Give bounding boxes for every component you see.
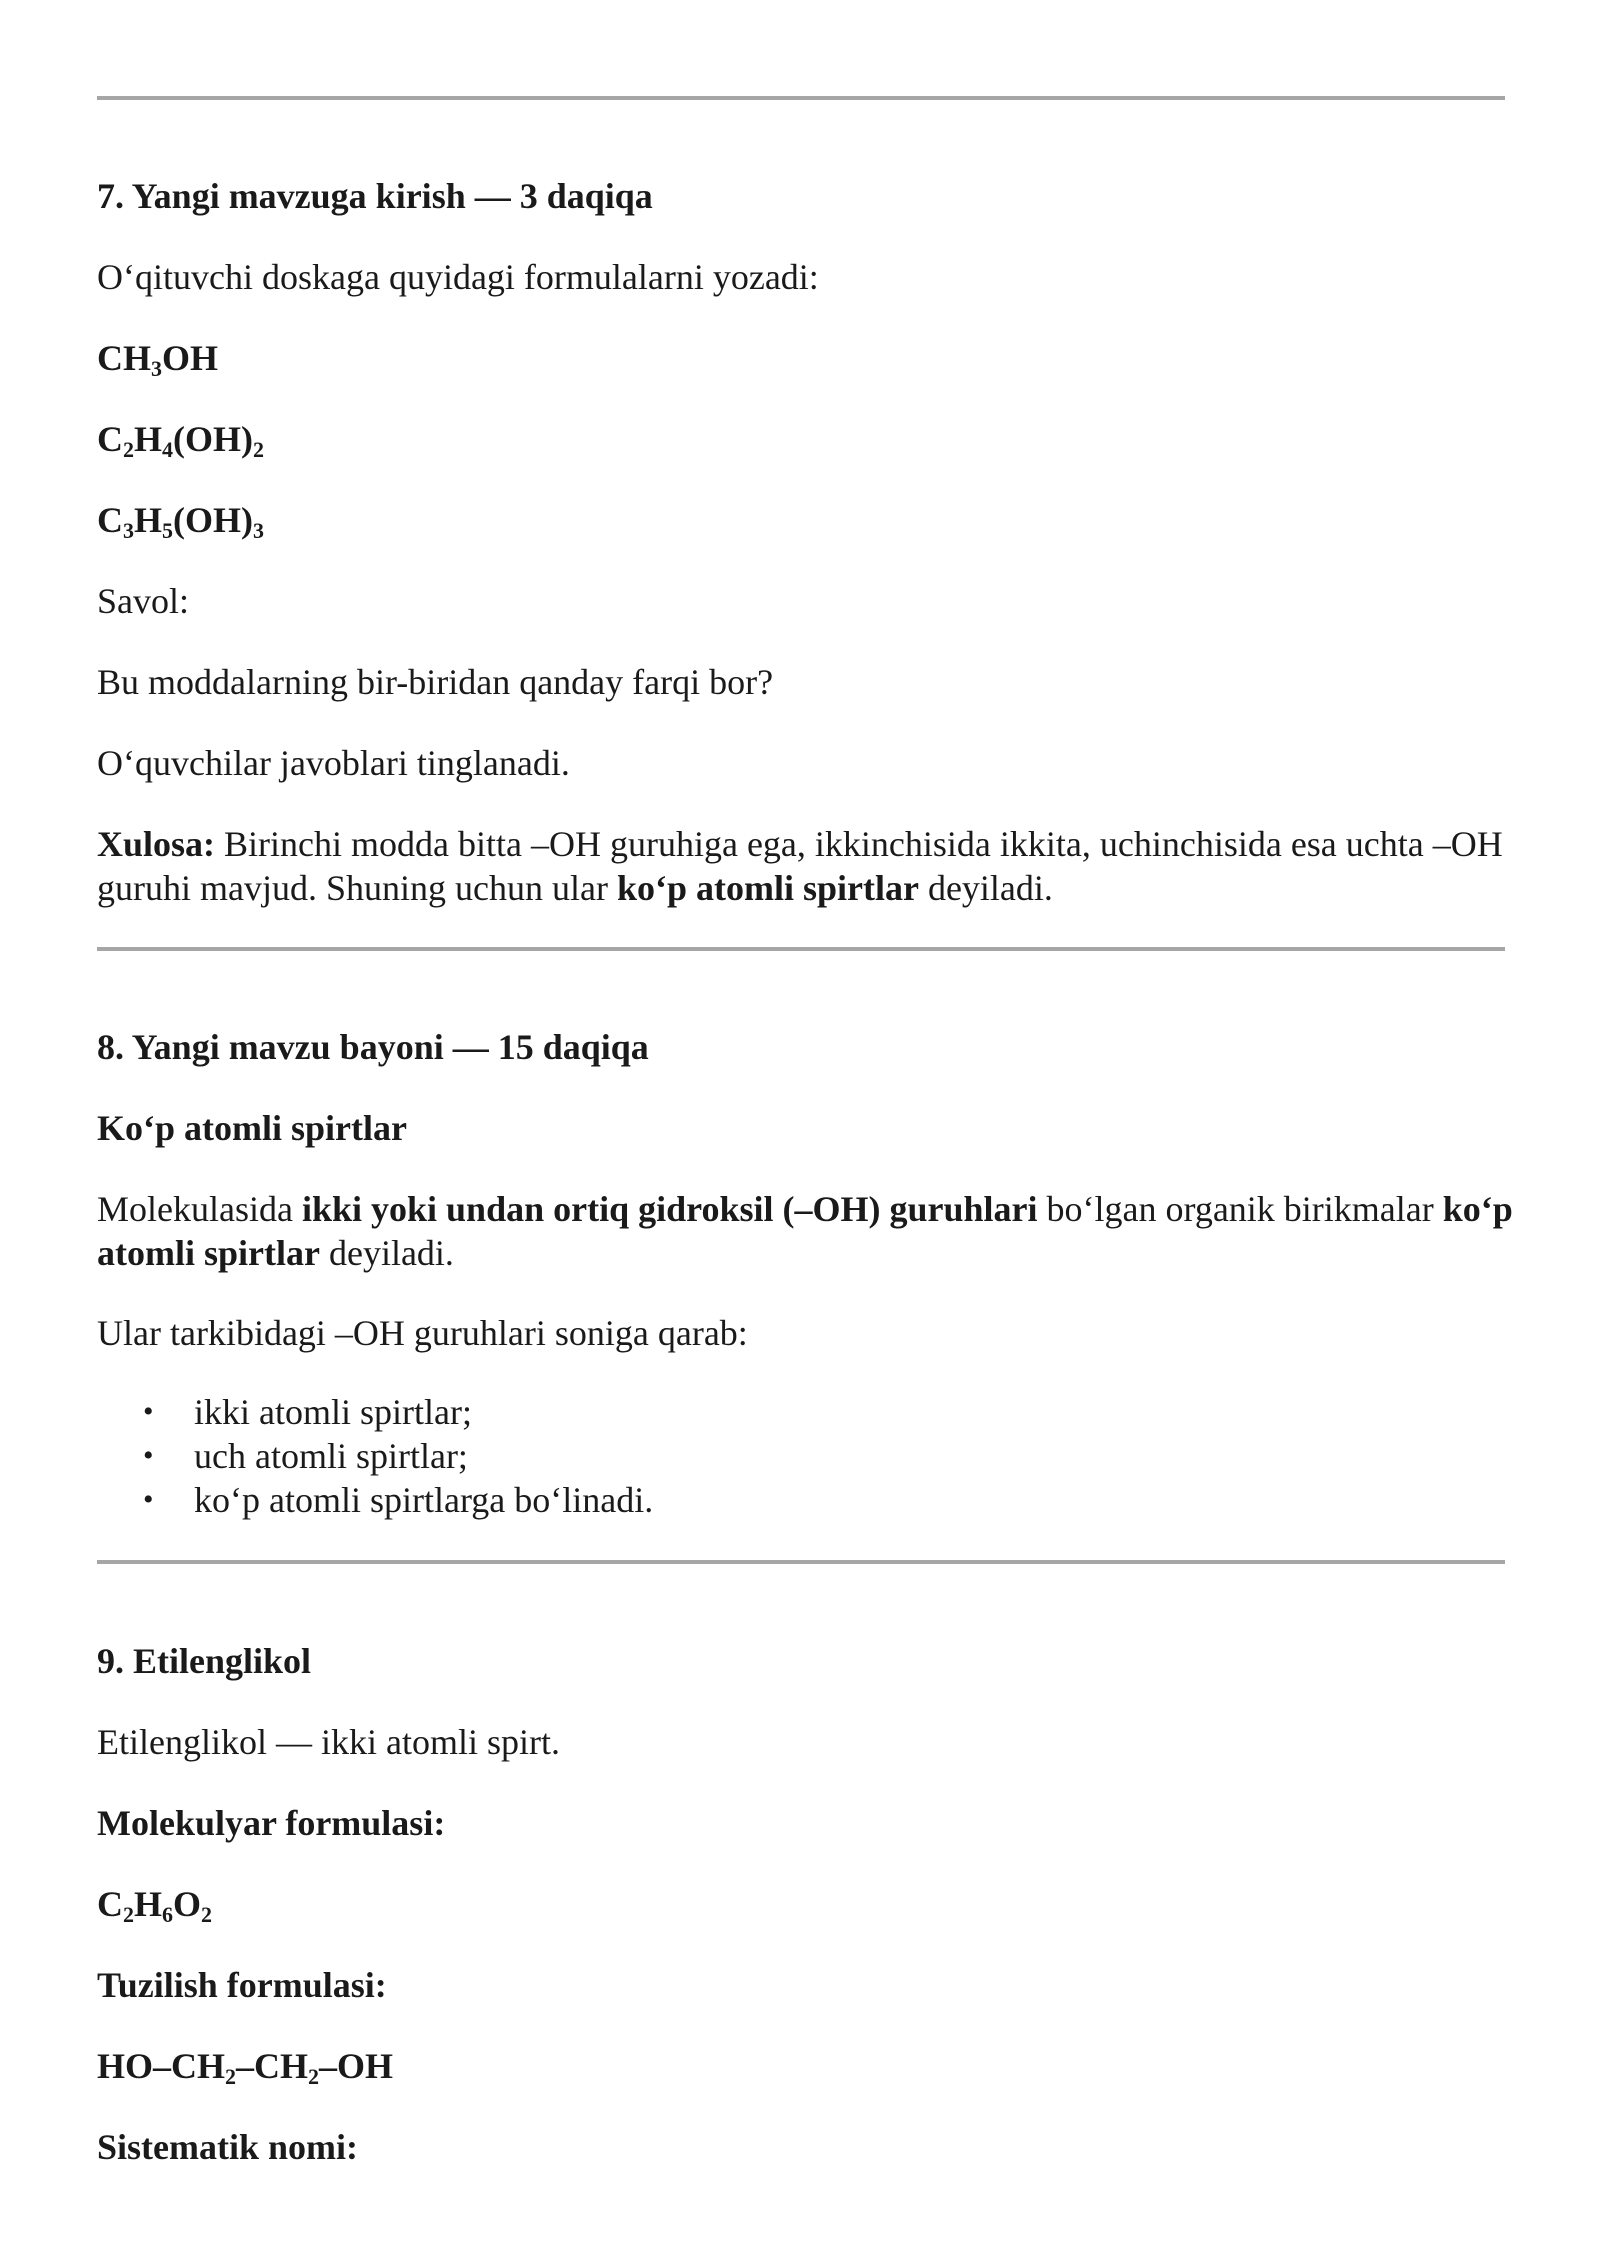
formula-methanol: $CH_3OH$	[97, 338, 219, 381]
divider	[97, 947, 1505, 951]
section-9-heading: 9. Etilenglikol	[97, 1641, 312, 1681]
definition-paragraph: Molekulasida ikki yoki undan ortiq gidroksil (–OH) guruhlari bo‘lgan organik birikmalar ko‘p atomli spirtlar deyiladi.	[97, 1189, 1513, 1273]
structural-formula: $HO-CH_2-CH_2-OH$	[97, 2046, 394, 2089]
list-item: • ko‘p atomli spirtlarga bo‘linadi.	[143, 1480, 654, 1520]
molecular-formula: $C_2H_6O_2$	[97, 1884, 213, 1927]
formula-glycerol: $C_3H_5(OH)_3$	[97, 500, 264, 543]
question-text: Bu moddalarning bir-biridan qanday farqi bor?	[97, 662, 774, 702]
list-item: • uch atomli spirtlar;	[143, 1436, 468, 1476]
molecular-formula-label: Molekulyar formulasi:	[97, 1803, 446, 1843]
savol-label: Savol:	[97, 581, 190, 621]
formula-ethylene-glycol: $C_2H_4(OH)_2$	[97, 419, 264, 462]
systematic-name-label: Sistematik nomi:	[97, 2127, 358, 2167]
conclusion-paragraph: Xulosa: Birinchi modda bitta –OH guruhiga ega, ikkinchisida ikkita, uchinchisida esa uchta –OH guruhi mavjud. Shuning uchun ular ko‘p atomli spirtlar deyiladi.	[97, 824, 1503, 908]
classification-intro: Ular tarkibidagi –OH guruhlari soniga qarab:	[97, 1313, 748, 1353]
section-7-intro: O‘qituvchi doskaga quyidagi formulalarni yozadi:	[97, 257, 819, 297]
divider	[97, 1560, 1505, 1564]
structural-formula-label: Tuzilish formulasi:	[97, 1965, 387, 2005]
section-9-intro: Etilenglikol — ikki atomli spirt.	[97, 1722, 560, 1762]
section-8-subheading: Ko‘p atomli spirtlar	[97, 1108, 407, 1148]
section-8-heading: 8. Yangi mavzu bayoni — 15 daqiqa	[97, 1027, 649, 1067]
section-7-heading: 7. Yangi mavzuga kirish — 3 daqiqa	[97, 176, 653, 216]
divider	[97, 96, 1505, 100]
list-item: • ikki atomli spirtlar;	[143, 1392, 472, 1432]
alcohol-types-list	[97, 1390, 1517, 1522]
answers-note: O‘quvchilar javoblari tinglanadi.	[97, 743, 570, 783]
conclusion-label: Xulosa:	[97, 824, 216, 864]
